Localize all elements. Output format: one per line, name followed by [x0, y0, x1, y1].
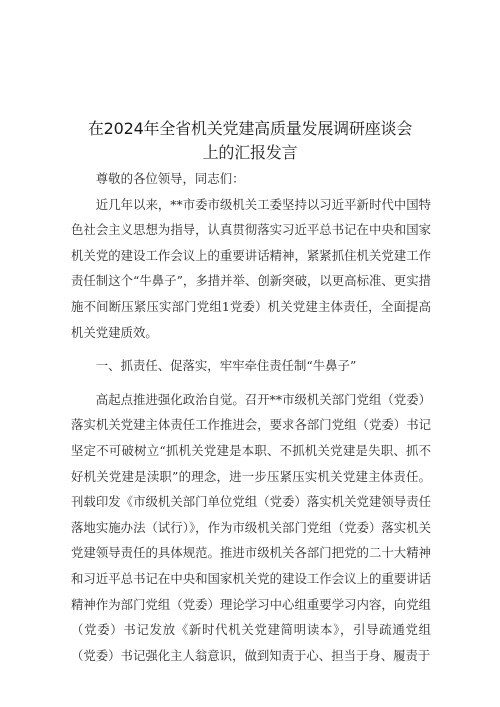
- document-body: [71, 166, 431, 668]
- greeting: 尊敬的各位领导，同志们：: [95, 171, 245, 186]
- document-title-line-2: 上的汇报发言: [202, 143, 298, 162]
- document-title-line-1: 在2024年全省机关党建高质量发展调研座谈会: [87, 119, 413, 138]
- paragraph-section-1: 高起点推进强化政治自觉。召开**市级机关部门党组（党委）落实机关党建主体责任工作推进会，要求各部门党组（党委）书记坚定不可破树立“抓机关党建是本职、不抓机关党建是失职、抓不好机关党建是渎职”的理念，进一步压紧压实机关党建主体责任。刊载印发《市级机关部门单位党组（党委）落实机关党建领导责任落地实施办法（试行）》，作为市级机关部门党组（党委）落实机关党建领导责任的具体规范。推进市级机关各部门把党的二十大精神和习近平总书记在中央和国家机关党的建设工作会议上的重要讲话精神作为部门党组（党委）理论学习中心组重要学习内容，向党组（党委）书记发放《新时代机关党建简明读本》，引导疏通党组（党委）书记强化主人翁意识，做到知责于心、担当于身、履责于: [71, 391, 431, 663]
- section-heading-1: 一、抓责任、促落实，牢牢牵住责任制“牛鼻子”: [95, 358, 357, 374]
- paragraph-intro: 近几年以来，**市委市级机关工委坚持以习近平新时代中国特色社会主义思想为指导，认真贯彻落实习近平总书记在中央和国家机关党的建设工作会议上的重要讲话精神，紧紧抓住机关党建工作责任制这个“牛鼻子”，多措并举、创新突破，以更高标准、更实措施不间断压紧压实部门党组1党委）机关党建主体责任，全面提高机关党建质效。: [71, 196, 431, 340]
